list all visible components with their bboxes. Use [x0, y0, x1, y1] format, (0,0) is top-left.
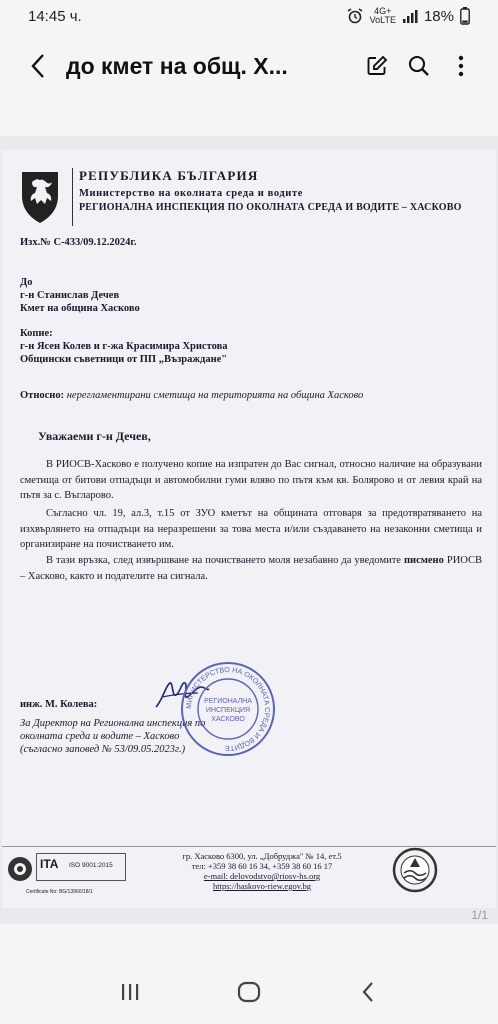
document-footer — [2, 846, 496, 906]
search-button[interactable] — [398, 42, 440, 90]
cert-box — [36, 853, 126, 881]
paragraph-3: В тази връзка, след извършване на почистването моля незабавно да уведомите писмено РИОСВ – Хасково, както и подателите на сигнала. — [20, 555, 483, 582]
signer-role-3: (съгласно заповед № 53/09.05.2023г.) — [20, 744, 186, 755]
copy-names: г-н Ясен Колев и г-жа Красимира Христова — [20, 341, 228, 352]
status-time: 14:45 ч. — [28, 7, 82, 25]
battery-icon — [460, 7, 470, 25]
back-nav-button[interactable] — [343, 967, 393, 1017]
cert-number: Certificate No: BG/13960/18/1 — [26, 889, 93, 895]
document-viewer[interactable] — [0, 136, 498, 924]
subject-text: нерегламентирани сметища на територията на община Хасково — [66, 390, 364, 401]
status-bar — [0, 0, 498, 32]
letterhead — [14, 168, 484, 226]
to-name: г-н Станислав Дечев — [20, 290, 120, 301]
svg-text:РЕГИОНАЛНА: РЕГИОНАЛНА — [204, 698, 252, 705]
recent-apps-icon — [120, 983, 140, 1001]
cert-brand: ITA — [40, 857, 59, 871]
header-republic: РЕПУБЛИКА БЪЛГАРИЯ — [79, 168, 259, 183]
chevron-left-icon — [361, 981, 375, 1003]
edit-icon — [365, 54, 389, 78]
page-indicator: 1/1 — [471, 908, 488, 922]
official-stamp — [180, 661, 276, 757]
signer-role-1: За Директор на Регионална инспекция по — [20, 718, 206, 729]
home-button[interactable] — [224, 967, 274, 1017]
subject — [20, 389, 363, 402]
network-type: 4G+ — [374, 6, 392, 16]
svg-text:ХАСКОВО: ХАСКОВО — [211, 716, 245, 723]
paragraph-1: В РИОСВ-Хасково е получено копие на изпратен до Вас сигнал, относно наличие на образувани сметища от битови отпадъци и автомобилни гуми вляво по пътя към кв. Болярово и от левия край на пътя за с. Въгларово. — [20, 459, 482, 501]
footer-phone: тел: +359 38 60 16 34, +359 38 60 16 17 — [191, 861, 333, 871]
chevron-left-icon — [30, 53, 46, 79]
coat-of-arms-icon — [14, 168, 66, 226]
cert-iso: ISO 9001:2015 — [69, 862, 113, 869]
to-title: Кмет на община Хасково — [20, 303, 140, 314]
document-page — [2, 150, 496, 908]
more-options-button[interactable] — [440, 42, 482, 90]
header-ministry: Министерство на околната среда и водите — [79, 188, 303, 199]
ecology-logo-icon — [392, 847, 438, 893]
subject-label: Относно: — [20, 390, 65, 401]
reference-number: Изх.№ С-433/09.12.2024г. — [20, 237, 137, 248]
app-bar — [0, 36, 498, 96]
footer-address: гр. Хасково 6300, ул. „Добруджа" № 14, ет.5 — [182, 851, 342, 861]
back-button[interactable] — [14, 42, 62, 90]
footer-website[interactable]: https://haskovo-riew.egov.bg — [212, 881, 312, 891]
search-icon — [407, 54, 431, 78]
volte-label: VoLTE — [369, 15, 396, 25]
to-label: До — [20, 277, 33, 288]
signer-role-2: околната среда и водите – Хасково — [20, 731, 180, 742]
svg-text:МИНИСТЕРСТВО НА ОКОЛНАТА СРЕДА: МИНИСТЕРСТВО НА ОКОЛНАТА СРЕДА И ВОДИТЕ — [183, 664, 273, 754]
copy-title: Общински съветници от ПП „Възраждане" — [20, 354, 228, 365]
battery-percent: 18% — [423, 7, 454, 25]
signer-name: инж. М. Колева: — [20, 699, 98, 710]
salutation: Уважаеми г-н Дечев, — [38, 429, 151, 443]
alarm-icon — [346, 8, 364, 24]
cert-logo-icon — [6, 855, 34, 883]
footer-email[interactable]: e-mail: delovodstvo@riosv-hs.org — [203, 871, 321, 881]
svg-text:ИНСПЕКЦИЯ: ИНСПЕКЦИЯ — [205, 707, 251, 714]
recent-apps-button[interactable] — [105, 967, 155, 1017]
navigation-bar — [0, 960, 498, 1024]
signal-icon — [402, 9, 418, 23]
edit-button[interactable] — [356, 42, 398, 90]
more-vert-icon — [458, 55, 464, 77]
home-icon — [237, 981, 261, 1003]
paragraph-2: Съгласно чл. 19, ал.3, т.15 от ЗУО кметът на общината отговаря за предотвратяването на изхвърлянето на отпадъци на неразрешени за това места и/или създаването на незаконни сметища и организиране на почистването им. — [20, 508, 482, 550]
copy-label: Копие: — [20, 328, 53, 339]
header-regional: РЕГИОНАЛНА ИНСПЕКЦИЯ ПО ОКОЛНАТА СРЕДА И ВОДИТЕ – ХАСКОВО — [79, 202, 462, 213]
page-title: до кмет на общ. Х... — [66, 52, 288, 79]
